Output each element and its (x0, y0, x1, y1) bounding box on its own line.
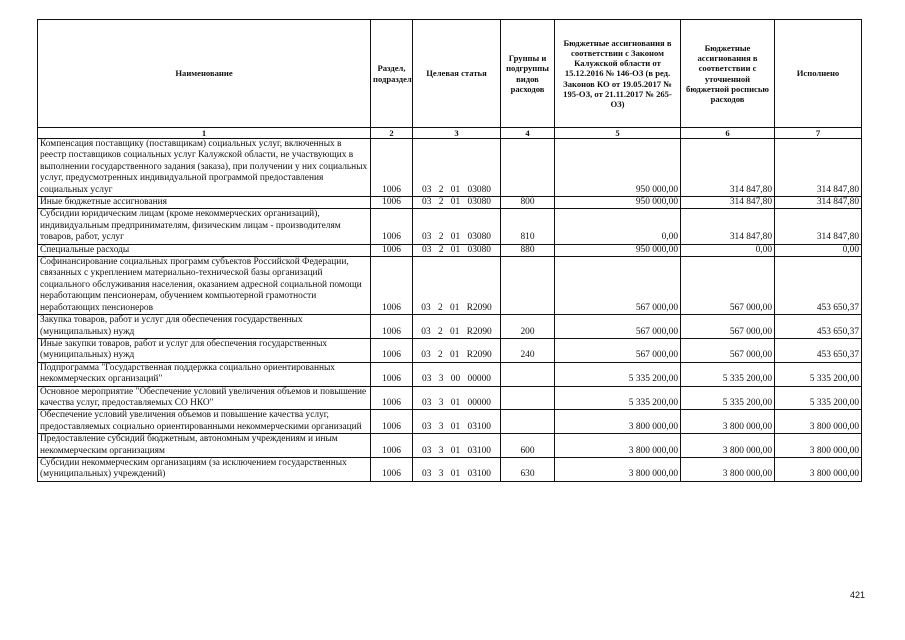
table-row (38, 338, 862, 362)
table-row (38, 197, 862, 209)
row-name: Компенсация поставщику (поставщикам) социальных услуг, включенных в реестр поставщиков социальных услуг Калужской области, не участвующих в выполнении государственного задания (заказа), при получении у них социальных услуг, предусмотренных индивидуальной программой предоставления социальных услуг (38, 139, 371, 197)
table-body (38, 139, 862, 482)
row-section: 1006 (371, 410, 413, 434)
column-number-row (38, 128, 862, 139)
row-target: 03 3 01 03100 (413, 410, 501, 434)
column-number: 3 (413, 128, 501, 139)
row-section: 1006 (371, 139, 413, 197)
row-name: Иные бюджетные ассигнования (38, 197, 371, 209)
header-section: Раздел, подраздел (371, 20, 413, 128)
row-target: 03 2 01 R2090 (413, 257, 501, 315)
header-group: Группы и подгруппы видов расходов (501, 20, 555, 128)
table-row (38, 362, 862, 386)
row-section: 1006 (371, 338, 413, 362)
row-group: 200 (501, 315, 555, 339)
row-group: 810 (501, 209, 555, 244)
row-assign-law: 567 000,00 (555, 257, 681, 315)
row-executed: 453 650,37 (775, 257, 862, 315)
row-assign-revised: 567 000,00 (681, 315, 775, 339)
row-group (501, 362, 555, 386)
row-executed: 453 650,37 (775, 315, 862, 339)
row-target: 03 3 01 03100 (413, 434, 501, 458)
row-assign-revised: 314 847,80 (681, 139, 775, 197)
table-row (38, 257, 862, 315)
row-group (501, 386, 555, 410)
row-target: 03 2 01 03080 (413, 139, 501, 197)
row-group: 630 (501, 457, 555, 481)
row-target: 03 3 01 03100 (413, 457, 501, 481)
row-executed: 314 847,80 (775, 139, 862, 197)
row-executed: 0,00 (775, 244, 862, 256)
row-assign-revised: 5 335 200,00 (681, 386, 775, 410)
row-assign-law: 3 800 000,00 (555, 410, 681, 434)
header-executed: Исполнено (775, 20, 862, 128)
row-assign-revised: 567 000,00 (681, 338, 775, 362)
table-row (38, 209, 862, 244)
row-executed: 453 650,37 (775, 338, 862, 362)
row-assign-law: 567 000,00 (555, 315, 681, 339)
row-group: 880 (501, 244, 555, 256)
row-assign-revised: 0,00 (681, 244, 775, 256)
column-number: 4 (501, 128, 555, 139)
column-number: 5 (555, 128, 681, 139)
row-assign-revised: 314 847,80 (681, 209, 775, 244)
row-assign-revised: 3 800 000,00 (681, 410, 775, 434)
row-assign-law: 0,00 (555, 209, 681, 244)
row-group: 800 (501, 197, 555, 209)
row-section: 1006 (371, 257, 413, 315)
header-name: Наименование (38, 20, 371, 128)
header-assign-law: Бюджетные ассигнования в соответствии с Законом Калужской области от 15.12.2016 № 146-ОЗ (в ред. Законов КО от 19.05.2017 № 195-ОЗ, от 21.11.2017 № 265-ОЗ) (555, 20, 681, 128)
row-name: Закупка товаров, работ и услуг для обеспечения государственных (муниципальных) нужд (38, 315, 371, 339)
row-assign-law: 5 335 200,00 (555, 362, 681, 386)
column-number: 2 (371, 128, 413, 139)
row-assign-revised: 314 847,80 (681, 197, 775, 209)
column-number: 1 (38, 128, 371, 139)
row-assign-law: 3 800 000,00 (555, 457, 681, 481)
table-row (38, 434, 862, 458)
row-assign-law: 950 000,00 (555, 139, 681, 197)
row-assign-revised: 3 800 000,00 (681, 457, 775, 481)
table-row (38, 386, 862, 410)
row-name: Субсидии юридическим лицам (кроме некоммерческих организаций), индивидуальным предпринимателям, физическим лицам - производителям товаров, работ, услуг (38, 209, 371, 244)
row-group (501, 139, 555, 197)
row-target: 03 3 01 00000 (413, 386, 501, 410)
row-executed: 5 335 200,00 (775, 386, 862, 410)
row-assign-law: 5 335 200,00 (555, 386, 681, 410)
row-assign-revised: 3 800 000,00 (681, 434, 775, 458)
row-executed: 314 847,80 (775, 197, 862, 209)
row-group: 600 (501, 434, 555, 458)
row-group: 240 (501, 338, 555, 362)
row-section: 1006 (371, 457, 413, 481)
row-executed: 5 335 200,00 (775, 362, 862, 386)
header-assign-revised: Бюджетные ассигнования в соответствии с уточненной бюджетной росписью расходов (681, 20, 775, 128)
row-assign-law: 3 800 000,00 (555, 434, 681, 458)
row-section: 1006 (371, 197, 413, 209)
row-name: Субсидии некоммерческим организациям (за исключением государственных (муниципальных) учреждений) (38, 457, 371, 481)
row-assign-law: 950 000,00 (555, 244, 681, 256)
header-target: Целевая статья (413, 20, 501, 128)
table-row (38, 457, 862, 481)
row-name: Подпрограмма "Государственная поддержка социально ориентированных некоммерческих организаций" (38, 362, 371, 386)
row-section: 1006 (371, 434, 413, 458)
row-target: 03 2 01 03080 (413, 209, 501, 244)
row-name: Предоставление субсидий бюджетным, автономным учреждениям и иным некоммерческим организациям (38, 434, 371, 458)
row-name: Основное мероприятие "Обеспечение условий увеличения объемов и повышение качества услуг, предоставляемых СО НКО" (38, 386, 371, 410)
table-row (38, 315, 862, 339)
row-name: Иные закупки товаров, работ и услуг для обеспечения государственных (муниципальных) нужд (38, 338, 371, 362)
row-group (501, 410, 555, 434)
row-executed: 314 847,80 (775, 209, 862, 244)
table-row (38, 139, 862, 197)
row-executed: 3 800 000,00 (775, 457, 862, 481)
column-number: 7 (775, 128, 862, 139)
row-assign-revised: 5 335 200,00 (681, 362, 775, 386)
row-name: Обеспечение условий увеличения объемов и повышение качества услуг, предоставляемых социально ориентированными некоммерческими организаций (38, 410, 371, 434)
row-target: 03 2 01 03080 (413, 197, 501, 209)
row-assign-law: 950 000,00 (555, 197, 681, 209)
row-section: 1006 (371, 315, 413, 339)
row-target: 03 2 01 R2090 (413, 338, 501, 362)
row-target: 03 3 00 00000 (413, 362, 501, 386)
row-group (501, 257, 555, 315)
row-executed: 3 800 000,00 (775, 410, 862, 434)
row-executed: 3 800 000,00 (775, 434, 862, 458)
row-name: Специальные расходы (38, 244, 371, 256)
header-row (38, 20, 862, 128)
row-section: 1006 (371, 209, 413, 244)
row-target: 03 2 01 R2090 (413, 315, 501, 339)
budget-execution-table (37, 19, 862, 482)
row-name: Софинансирование социальных программ субъектов Российской Федерации, связанных с укреплением материально-технической базы организаций социального обслуживания населения, оказанием адресной социальной помощи неработающим пенсионерам, обучением компьютерной грамотности неработающих пенсионеров (38, 257, 371, 315)
row-assign-revised: 567 000,00 (681, 257, 775, 315)
table-row (38, 244, 862, 256)
row-section: 1006 (371, 362, 413, 386)
row-assign-law: 567 000,00 (555, 338, 681, 362)
row-section: 1006 (371, 244, 413, 256)
row-target: 03 2 01 03080 (413, 244, 501, 256)
row-section: 1006 (371, 386, 413, 410)
page-number: 421 (849, 590, 865, 600)
column-number: 6 (681, 128, 775, 139)
table-row (38, 410, 862, 434)
